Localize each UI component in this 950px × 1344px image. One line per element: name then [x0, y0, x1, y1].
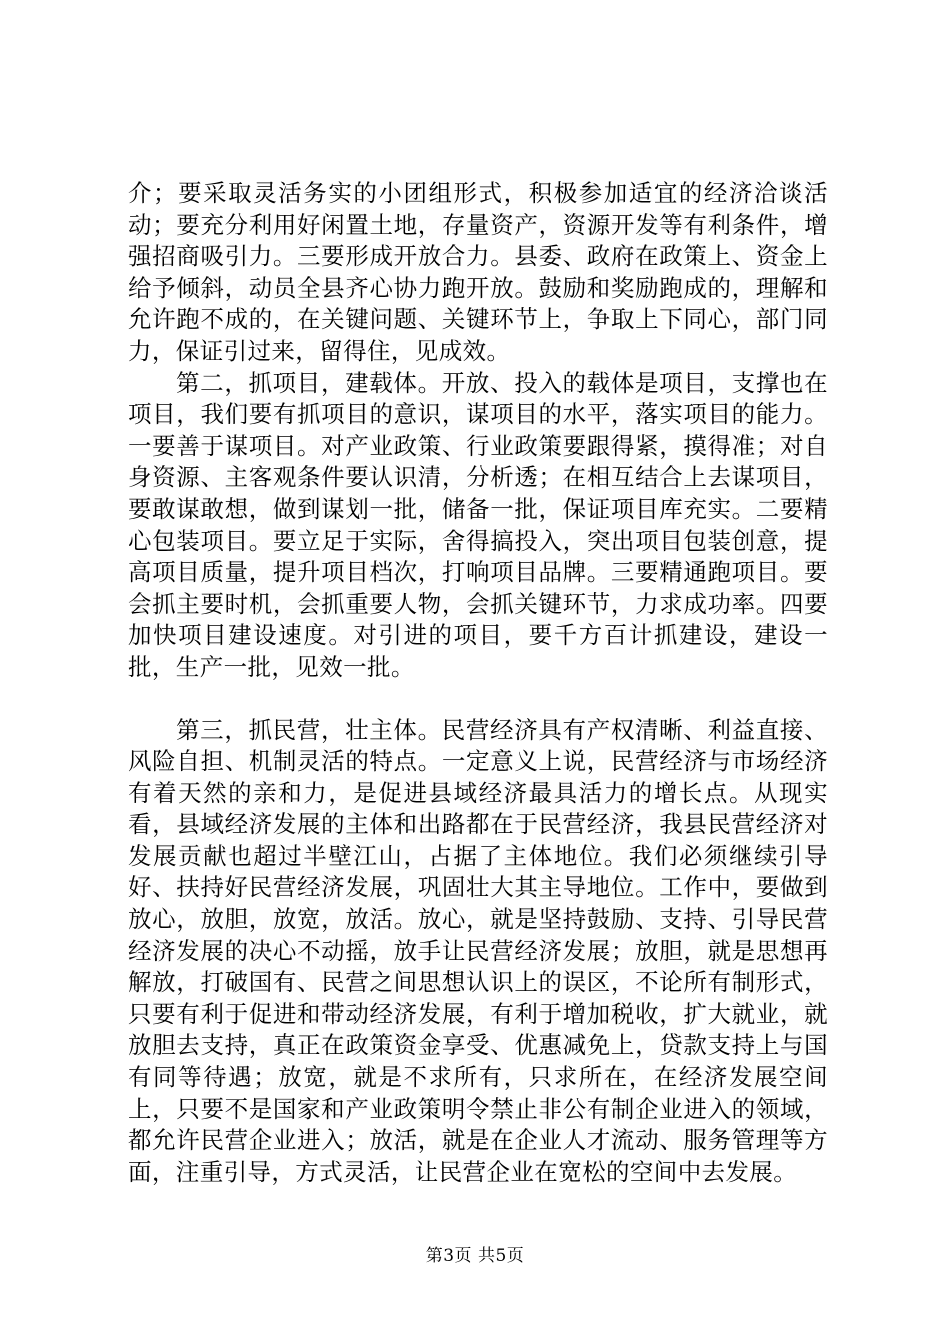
page-number: 第3页 共5页	[425, 1246, 525, 1266]
paragraph-section-3: 第三，抓民营，壮主体。民营经济具有产权清晰、利益直接、风险自担、机制灵活的特点。一定意义上说，民营经济与市场经济有着天然的亲和力，是促进县域经济最具活力的增长点。从现实看，县域经济发展的主体和出路都在于民营经济，我县民营经济对发展贡献也超过半壁江山，占据了主体地位。我们必须继续引导好、扶持好民营经济发展，巩固壮大其主导地位。工作中，要做到放心，放胆，放宽，放活。放心，就是坚持鼓励、支持、引导民营经济发展的决心不动摇，放手让民营经济发展；放胆，就是思想再解放，打破国有、民营之间思想认识上的误区，不论所有制形式，只要有利于促进和带动经济发展，有利于增加税收，扩大就业，就放胆去支持，真正在政策资金享受、优惠减免上，贷款支持上与国有同等待遇；放宽，就是不求所有，只求所在，在经济发展空间上，只要不是国家和产业政策明令禁止非公有制企业进入的领域，都允许民营企业进入；放活，就是在企业人才流动、服务管理等方面，注重引导，方式灵活，让民营企业在宽松的空间中去发展。	[128, 715, 828, 1186]
paragraph-section-2: 第二，抓项目，建载体。开放、投入的载体是项目，支撑也在项目，我们要有抓项目的意识，谋项目的水平，落实项目的能力。一要善于谋项目。对产业政策、行业政策要跟得紧，摸得准；对自身资源、主客观条件要认识清，分析透；在相互结合上去谋项目，要敢谋敢想，做到谋划一批，储备一批，保证项目库充实。二要精心包装项目。要立足于实际，舍得搞投入，突出项目包装创意，提高项目质量，提升项目档次，打响项目品牌。三要精通跑项目。要会抓主要时机，会抓重要人物，会抓关键环节，力求成功率。四要加快项目建设速度。对引进的项目，要千方百计抓建设，建设一批，生产一批，见效一批。	[128, 368, 828, 681]
document-body	[128, 178, 828, 1188]
paragraph-continuation: 介；要采取灵活务实的小团组形式，积极参加适宜的经济洽谈活动；要充分利用好闲置土地，存量资产，资源开发等有利条件，增强招商吸引力。三要形成开放合力。县委、政府在政策上、资金上给予倾斜，动员全县齐心协力跑开放。鼓励和奖励跑成的，理解和允许跑不成的，在关键问题、关键环节上，争取上下同心，部门同力，保证引过来，留得住，见成效。	[128, 179, 828, 365]
